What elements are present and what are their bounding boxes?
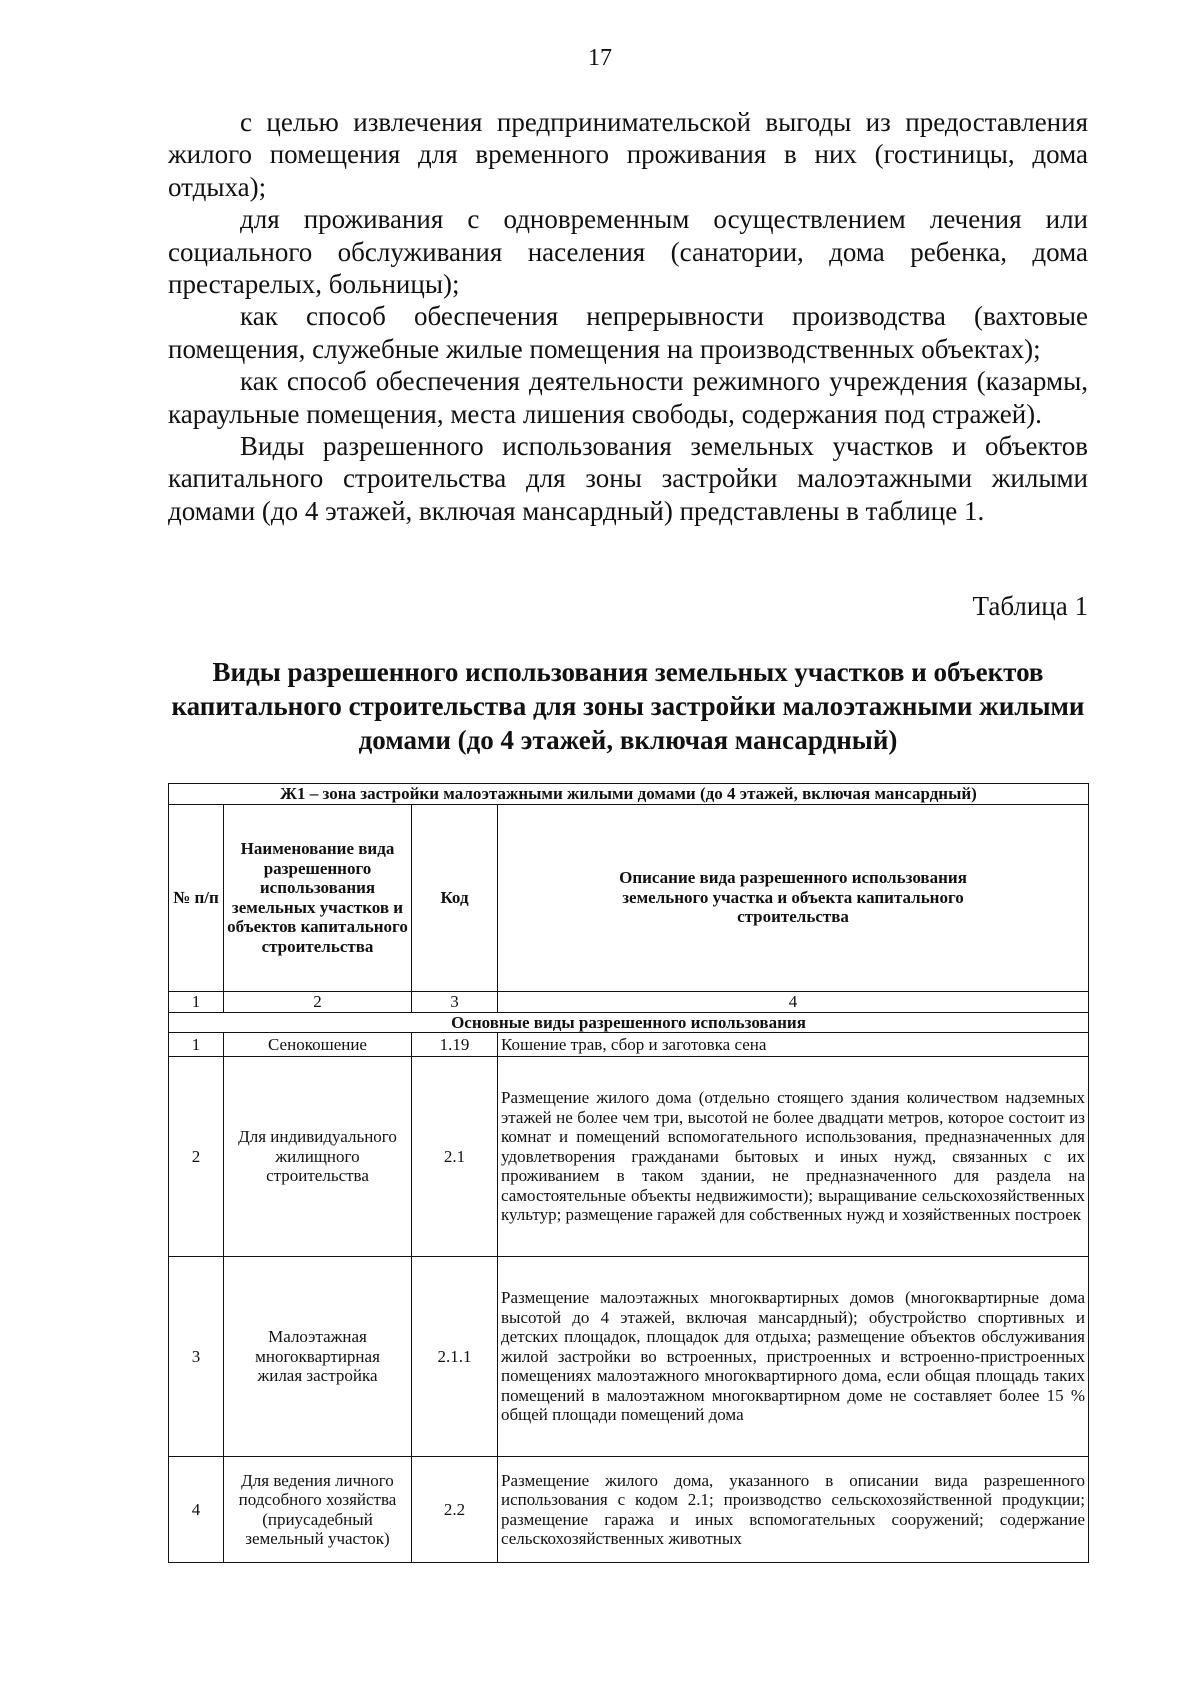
column-header-number: № п/п	[169, 804, 224, 991]
column-header-code: Код	[412, 804, 498, 991]
row-description: Размещение жилого дома, указанного в описании вида разрешенного использования с кодом 2.1; производство сельскохозяйственной продукции; размещение гаража и иных вспомогательных сооружений; содержание сельскохозяйственных животных	[498, 1457, 1089, 1563]
paragraph: как способ обеспечения непрерывности производства (вахтовые помещения, служебные жилые помещения на производственных объектах);	[168, 301, 1088, 364]
row-code: 2.1.1	[412, 1257, 498, 1457]
row-number: 4	[169, 1457, 224, 1563]
zone-header: Ж1 – зона застройки малоэтажными жилыми домами (до 4 этажей, включая мансардный)	[169, 784, 1089, 805]
row-number: 3	[169, 1257, 224, 1457]
table-row	[169, 1257, 1089, 1457]
column-index: 1	[169, 991, 224, 1012]
table-caption: Таблица 1	[972, 591, 1088, 621]
row-description: Кошение трав, сбор и заготовка сена	[498, 1033, 1089, 1057]
column-index-row	[169, 991, 1089, 1012]
row-name: Для индивидуального жилищного строительства	[224, 1057, 412, 1257]
paragraph: с целью извлечения предпринимательской выгоды из предоставления жилого помещения для временного проживания в них (гостиницы, дома отдыха);	[168, 107, 1088, 202]
zone-header-row	[169, 784, 1089, 805]
column-header-description: Описание вида разрешенного использования земельного участка и объекта капитального строительства	[498, 804, 1089, 991]
column-header-name: Наименование вида разрешенного использования земельных участков и объектов капитального строительства	[224, 804, 412, 991]
row-code: 2.1	[412, 1057, 498, 1257]
table-title: Виды разрешенного использования земельных участков и объектов капитального строительства для зоны застройки малоэтажными жилыми домами (до 4 этажей, включая мансардный)	[171, 657, 1085, 755]
row-number: 2	[169, 1057, 224, 1257]
row-description: Размещение жилого дома (отдельно стоящего здания количеством надземных этажей не более чем три, высотой не более двадцати метров, которое состоит из комнат и помещений вспомогательного использования, предназначенных для удовлетворения гражданами бытовых и иных нужд, связанных с их проживанием в таком здании, не предназначенного для раздела на самостоятельные объекты недвижимости); выращивание сельскохозяйственных культур; размещение гаражей для собственных нужд и хозяйственных построек	[498, 1057, 1089, 1257]
body-text	[168, 106, 1088, 527]
paragraph: для проживания с одновременным осуществлением лечения или социального обслуживания населения (санатории, дома ребенка, дома престарелых, больницы);	[168, 204, 1088, 300]
row-code: 2.2	[412, 1457, 498, 1563]
column-header-row	[169, 804, 1089, 991]
row-code: 1.19	[412, 1033, 498, 1057]
paragraph: как способ обеспечения деятельности режимного учреждения (казармы, караульные помещения, места лишения свободы, содержания под стражей).	[168, 366, 1088, 429]
column-index: 3	[412, 991, 498, 1012]
column-index: 2	[224, 991, 412, 1012]
row-number: 1	[169, 1033, 224, 1057]
table-row	[169, 1033, 1089, 1057]
land-use-table	[168, 783, 1089, 1563]
row-name: Сенокошение	[224, 1033, 412, 1057]
page-number: 17	[588, 45, 612, 71]
paragraph: Виды разрешенного использования земельных участков и объектов капитального строительства для зоны застройки малоэтажными жилыми домами (до 4 этажей, включая мансардный) представлены в таблице 1.	[168, 431, 1088, 526]
column-index: 4	[498, 991, 1089, 1012]
section-header: Основные виды разрешенного использования	[169, 1012, 1089, 1033]
table-row	[169, 1057, 1089, 1257]
table-row	[169, 1457, 1089, 1563]
row-name: Для ведения личного подсобного хозяйства (приусадебный земельный участок)	[224, 1457, 412, 1563]
row-name: Малоэтажная многоквартирная жилая застройка	[224, 1257, 412, 1457]
row-description: Размещение малоэтажных многоквартирных домов (многоквартирные дома высотой до 4 этажей, включая мансардный); обустройство спортивных и детских площадок, площадок для отдыха; размещение объектов обслуживания жилой застройки во встроенных, пристроенных и встроенно-пристроенных помещениях малоэтажного многоквартирного дома, если общая площадь таких помещений в малоэтажном многоквартирном доме не составляет более 15 % общей площади помещений дома	[498, 1257, 1089, 1457]
section-header-row	[169, 1012, 1089, 1033]
